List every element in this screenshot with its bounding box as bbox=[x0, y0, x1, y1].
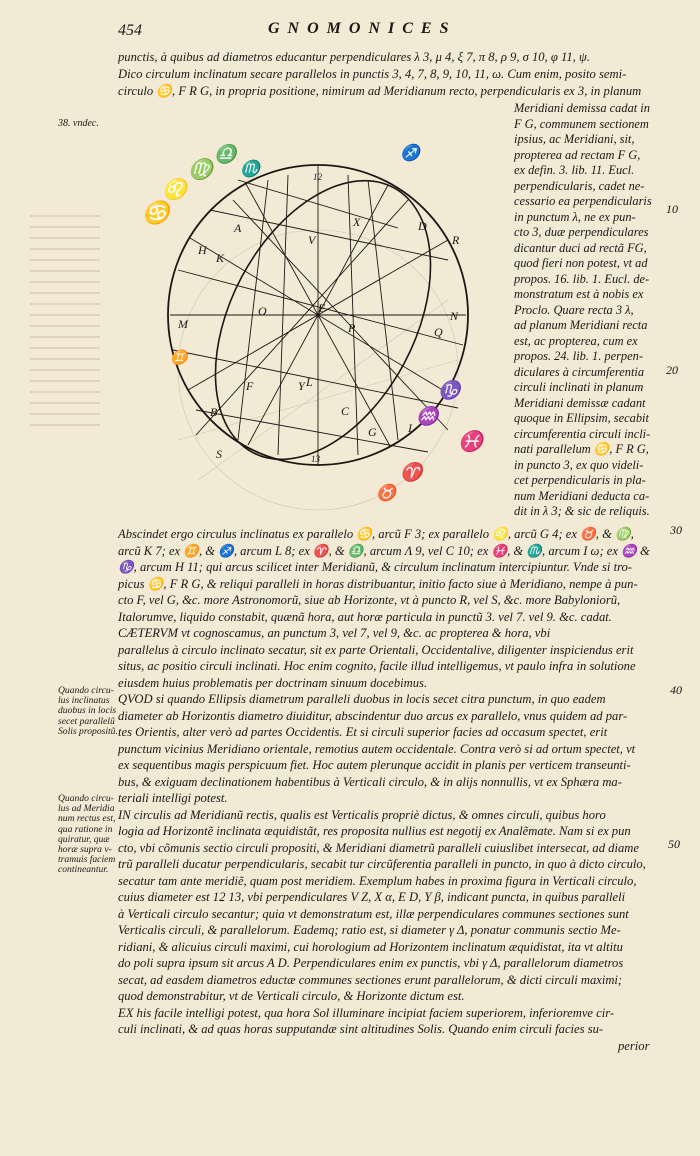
fig-letter: Q bbox=[434, 325, 443, 339]
line-number: 10 bbox=[666, 202, 678, 216]
body-line: secat, ad easdem diametros eductæ communes sectiones erunt parallelorum, & dicti circuli maximi; bbox=[118, 972, 623, 987]
side-note-line: horæ supra v- bbox=[58, 844, 112, 856]
zodiac-sign: ♐ bbox=[400, 145, 420, 162]
column-line: propterea ad rectam F G, bbox=[514, 147, 641, 162]
body-line: ridiani, & alicuius circuli maximi, cui horologium ad Horizontem inclinatum æquidistat, ita vt altitu bbox=[118, 939, 623, 954]
zodiac-sign: ♊ bbox=[170, 351, 188, 366]
fig-letter: F bbox=[246, 379, 254, 393]
column-line: quoque in Ellipsim, secabit bbox=[514, 411, 649, 425]
fig-letter: D bbox=[418, 219, 427, 233]
side-note-line: num rectus est, bbox=[58, 813, 116, 825]
side-note-line: Solis propositũ. bbox=[58, 725, 118, 737]
fig-letter: H bbox=[198, 243, 207, 257]
fig-letter: B bbox=[210, 405, 218, 419]
column-line: dicantur duci ad rectã FG, bbox=[514, 240, 647, 255]
fig-letter: M bbox=[178, 317, 188, 331]
side-note-line: Quando circu- bbox=[58, 685, 114, 696]
body-line: ♑, arcum H 11; qui arcus scilicet inter Meridianũ, & circulum inclinatum intercipiuntur. Vnde si tro- bbox=[118, 560, 632, 574]
running-title: GNOMONICES bbox=[268, 20, 457, 37]
body-line: Abscindet ergo circulus inclinatus ex parallelo ♋, arcũ F 3; ex parallelo ♌, arcũ G 4; ex ♉, & ♍, bbox=[118, 527, 634, 541]
body-line: QVOD si quando Ellipsis diametrum paralleli duobus in locis secet citra punctum, in quo eadem bbox=[118, 692, 606, 706]
body-line: bus, & exiguam declinationem habentibus à Verticali circulo, & in alijs nonnullis, vt ex Sphæra ma- bbox=[118, 774, 622, 789]
column-line: propos. 16. lib. 1. Eucl. de- bbox=[514, 271, 650, 286]
body-line: picus ♋, F R G, & reliqui paralleli in horas distribuantur, initio facto siue à Meridiano, nempe à pun- bbox=[118, 576, 638, 591]
body-line: diameter ab Horizontis diametro diuiditur, abscindentur duo arcus ex parallelo, vnus quidem ad par- bbox=[118, 708, 628, 723]
fig-letter: A bbox=[234, 221, 242, 235]
fig-letter: L bbox=[306, 375, 313, 389]
column-line: dit in λ 3; & sic de reliquis. bbox=[514, 504, 650, 518]
text-line: circulo ♋, F R G, in propria positione, nimirum ad Meridianum recto, perpendicularis ex 3, in planum bbox=[118, 84, 642, 98]
side-note-line: tramuis faciem bbox=[58, 854, 116, 866]
column-line: cessario ea perpendicularis bbox=[514, 194, 652, 208]
fig-number: 13 bbox=[311, 454, 320, 464]
zodiac-sign: ♏ bbox=[240, 161, 260, 178]
body-line: cto, vbi cõmunis sectio circuli propositi, & Meridiani diametrũ paralleli cuiuslibet intersecat, ad diame bbox=[118, 840, 639, 855]
body-line: cuius diameter est 12 13, vbi perpendiculares V Z, X α, E D, Y β, indicant puncta, in quibus paralleli bbox=[118, 890, 626, 904]
line-number: 50 bbox=[668, 837, 680, 851]
fig-letter: G bbox=[368, 425, 377, 439]
bleedthrough-left bbox=[30, 215, 100, 435]
text-line: punctis, à quibus ad diametros educantur perpendiculares λ 3, μ 4, ξ 7, π 8, ρ 9, σ 10, φ 11, ψ. bbox=[118, 50, 590, 64]
side-note-line: lus inclinatus bbox=[58, 695, 110, 707]
column-line: num Meridiani deducta ca- bbox=[514, 488, 650, 503]
side-note-line: quiratur, quæ bbox=[58, 833, 110, 845]
column-line: Meridiani demissæ cadant bbox=[514, 395, 646, 410]
zodiac-sign: ♉ bbox=[376, 485, 396, 502]
column-line: Meridiani demissa cadat in bbox=[514, 101, 650, 115]
side-note-line: qua ratione in bbox=[58, 823, 113, 835]
column-line: ad planum Meridiani recta bbox=[514, 318, 648, 332]
analemma-figure bbox=[118, 140, 513, 525]
line-number: 20 bbox=[666, 363, 678, 377]
body-line: tes Orientis, alter verò ad partes Occidentis. Et si circuli superior facies ad occasum spectet, erit bbox=[118, 725, 608, 739]
zodiac-sign: ♒ bbox=[416, 406, 439, 426]
fig-letter: C bbox=[341, 404, 350, 418]
body-line: IN circulis ad Meridianũ rectis, qualis est Verticalis propriè dictus, & omnes circuli, quibus horo bbox=[118, 807, 606, 822]
body-line: perior bbox=[618, 1038, 650, 1053]
body-line: arcũ K 7; ex ♊, & ♐, arcum L 8; ex ♈, & ♎, arcum Λ 9, vel C 10; ex ♓, & ♏, arcum I ω; ex ♒ & bbox=[118, 543, 650, 558]
column-line: nati parallelum ♋, F R G, bbox=[514, 442, 649, 456]
body-line: trũ paralleli ducatur perpendicularis, secabit tur circũferentia paralleli in puncto, in quo à dicto circulo, bbox=[118, 857, 646, 871]
zodiac-sign: ♋ bbox=[142, 200, 170, 225]
line-number: 40 bbox=[670, 683, 682, 697]
body-line: punctum vicinius Meridiano orientale, remotius autem occidentale. Contra verò si ad ortum spectet, vt bbox=[118, 741, 636, 756]
column-line: in puncto 3, ex quo videli- bbox=[514, 457, 644, 472]
side-note bbox=[58, 686, 118, 737]
body-line: CÆTERVM vt cognoscamus, an punctum 3, vel 7, vel 9, &c. ac propterea & hora, vbi bbox=[118, 626, 551, 640]
column-line: cet perpendicularis in pla- bbox=[514, 473, 646, 487]
body-line: eiusdem huius problematis per doctrinam sinuum docebimus. bbox=[118, 675, 428, 690]
body-line: Verticalis circuli, & parallelorum. Eademq; ratio est, si diameter γ Δ, ponatur communis sectio Me- bbox=[118, 923, 621, 937]
column-line: monstratum est à nobis ex bbox=[514, 287, 644, 301]
column-line: ipsius, ac Meridiani, sit, bbox=[514, 132, 635, 146]
fig-letter: X bbox=[353, 215, 361, 229]
zodiac-sign: ♑ bbox=[438, 380, 461, 400]
body-line: à Verticali circulo secantur; quia vt demonstratum est, illæ perpendiculares communes sectiones sunt bbox=[118, 906, 629, 921]
column-line: Proclo. Quare recta 3 λ, bbox=[514, 302, 634, 317]
fig-letter: V bbox=[308, 233, 316, 247]
fig-letter: R bbox=[452, 233, 460, 247]
body-line: teriali intelligi potest. bbox=[118, 791, 228, 805]
marginal-reference: 38. vndec. bbox=[58, 118, 99, 129]
body-line: parallelus à circulo inclinato secatur, sit ex parte Orientali, Occidentalive, diligenter inspiciendus erit bbox=[118, 642, 634, 657]
zodiac-sign: ♍ bbox=[188, 159, 213, 181]
fig-letter: S bbox=[216, 447, 222, 461]
line-number: 30 bbox=[670, 523, 682, 537]
zodiac-sign: ♌ bbox=[162, 179, 187, 201]
column-line: diculares à circumferentia bbox=[514, 364, 645, 379]
side-note-line: lus ad Meridia bbox=[58, 803, 115, 815]
side-note-line: contineantur. bbox=[58, 864, 109, 876]
fig-letter: K bbox=[216, 251, 225, 265]
column-line: F G, communem sectionem bbox=[514, 116, 649, 131]
fig-letter: P bbox=[348, 321, 356, 335]
body-line: do poli supra ipsum sit arcus A D. Perpendiculares enim ex punctis, vbi γ Δ, parallelorum diametros bbox=[118, 956, 624, 970]
body-line: quod demonstrabitur, vt de Verticali circulo, & Horizonte dictum est. bbox=[118, 989, 465, 1003]
column-line: circumferentia circuli incli- bbox=[514, 426, 651, 441]
side-note-line: duobus in locis bbox=[58, 705, 117, 717]
column-line: propos. 24. lib. 1. perpen- bbox=[514, 349, 643, 363]
side-note bbox=[58, 794, 115, 876]
column-line: ex defin. 3. lib. 11. Eucl. bbox=[514, 163, 635, 177]
body-line: Italorumve, liquido constabit, quænã hora, aut horæ particula in punctũ 3. vel 7. vel 9. &c. cadat. bbox=[118, 609, 612, 624]
body-line: ex sequentibus magis perspicuum fiet. Hoc autem plerunque accidit in planis per verticem transeunti- bbox=[118, 758, 631, 772]
fig-letter: N bbox=[450, 309, 459, 323]
column-line: quod fieri non potest, vt ad bbox=[514, 256, 648, 270]
zodiac-sign: ♎ bbox=[214, 144, 237, 164]
column-line: in punctum λ, ne ex pun- bbox=[514, 209, 636, 224]
fig-letter: E bbox=[318, 301, 326, 315]
zodiac-sign: ♓ bbox=[458, 431, 483, 453]
text-line: Dico circulum inclinatum secare parallelos in punctis 3, 4, 7, 8, 9, 10, 11, ω. Cum enim, posito semi- bbox=[118, 67, 627, 81]
fig-letter: I bbox=[408, 421, 412, 435]
zodiac-sign: ♈ bbox=[400, 462, 423, 482]
column-line: circuli inclinati in planum bbox=[514, 380, 644, 394]
body-line: situs, ac positio circuli inclinati. Hoc enim cognito, facile illud intelligemus, vt paulo infra in solutione bbox=[118, 659, 636, 673]
page-number: 454 bbox=[118, 22, 142, 39]
column-line: perpendicularis, cadet ne- bbox=[514, 178, 645, 193]
body-line: culi inclinati, & ad quas horas supputandæ sint altitudines Solis. Quando enim circuli facies su- bbox=[118, 1022, 604, 1036]
column-line: cto 3, duæ perpendiculares bbox=[514, 225, 649, 239]
side-note-line: secet parallelũ bbox=[58, 715, 115, 727]
body-line: cto F, vel G, &c. more Astronomorũ, siue ab Horizonte, vt à puncto R, vel S, &c. more Babyloniorũ, bbox=[118, 593, 621, 607]
body-line: EX his facile intelligi potest, qua hora Sol illuminare incipiat faciem superiorem, inferioremve cir- bbox=[118, 1005, 615, 1020]
column-line: est, ac propterea, cum ex bbox=[514, 333, 638, 348]
body-line: secatur tam ante meridiẽ, quam post meridiem. Exemplum habes in proxima figura in Verticali circulo, bbox=[118, 873, 637, 888]
fig-letter: Y bbox=[298, 379, 305, 393]
body-line: logia ad Horizontẽ inclinata æquidistãt, res proposita nullius est negotij ex Analẽmate. Nam si ex pun bbox=[118, 824, 631, 838]
side-note-line: Quando circu- bbox=[58, 793, 114, 804]
fig-letter: O bbox=[258, 304, 267, 318]
fig-number: 12 bbox=[313, 172, 322, 182]
